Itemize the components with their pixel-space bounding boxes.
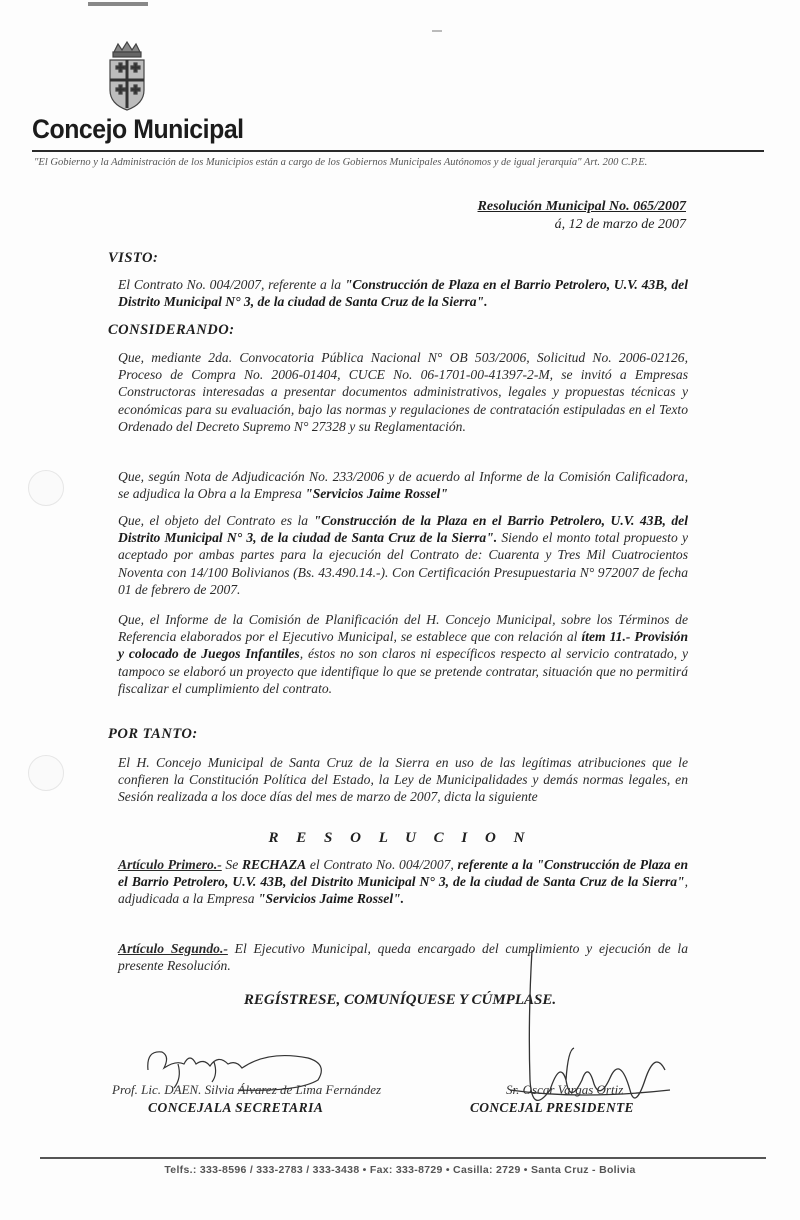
letterhead-motto: "El Gobierno y la Administración de los Municipios están a cargo de los Gobiernos Municipales Autónomos y de igual jerarquía" Art. 200 C.P.E.	[34, 157, 648, 168]
footer-divider	[40, 1157, 766, 1159]
resolucion-heading: R E S O L U C I O N	[268, 830, 532, 846]
article-second-text: El Ejecutivo Municipal, queda encargado del cumplimiento y ejecución de la presente Resolución.	[118, 941, 688, 974]
punch-hole	[28, 755, 64, 791]
resolution-header	[478, 198, 686, 234]
article-first-bold-1: RECHAZA	[241, 857, 307, 872]
por-tanto-heading: POR TANTO:	[108, 726, 198, 742]
article-first-label: Artículo Primero.-	[118, 857, 222, 872]
considerando-text-3b: Siendo el monto total propuesto y aceptado por ambas partes para la ejecución del Contrato de: Cuarenta y Tres Mil Cuatrocientos Noventa con 14/100 Bolivianos (Bs. 43.490.14.-). Con Certificación Presupuestaria N° 972007 de fecha 01 de febrero de 2007.	[118, 530, 688, 597]
signer-left-name: Prof. Lic. DAEN. Silvia Álvarez de Lima Fernández	[112, 1082, 382, 1097]
considerando-bold-4: ítem 11.- Provisión y colocado de Juegos Infantiles	[118, 629, 689, 662]
resolution-date: á, 12 de marzo de 2007	[554, 217, 686, 232]
considerando-text-4a: Que, el Informe de la Comisión de Planificación del H. Concejo Municipal, sobre los Términos de Referencia elaborados por el Ejecutivo Municipal, se establece que con relación al	[118, 612, 688, 645]
punch-hole	[28, 470, 64, 506]
header-divider	[32, 150, 764, 152]
visto-text: El Contrato No. 004/2007, referente a la	[118, 277, 345, 292]
article-first-bold-3: "Servicios Jaime Rossel".	[257, 891, 405, 907]
scan-artifact	[88, 2, 148, 6]
article-first-text-2: el Contrato No. 004/2007,	[306, 857, 458, 872]
considerando-paragraph-4	[118, 611, 688, 697]
por-tanto-paragraph	[118, 754, 688, 806]
visto-bold: "Construcción de Plaza en el Barrio Petrolero, U.V. 43B, del Distrito Municipal N° 3, de la ciudad de Santa Cruz de la Sierra".	[118, 277, 688, 310]
article-first-text-1: Se	[221, 857, 242, 872]
considerando-text-3a: Que, el objeto del Contrato es la	[118, 513, 314, 528]
considerando-text-4b: , éstos no son claros ni específicos respecto al servicio contratado, y tampoco se elaboró un proyecto que identifique lo que se pretende contratar, situación que no permitirá fiscalizar el cumplimiento del contrato.	[118, 646, 688, 696]
visto-heading: VISTO:	[108, 250, 159, 266]
signer-left-title: CONCEJALA SECRETARIA	[148, 1100, 324, 1115]
considerando-bold-3: "Construcción de la Plaza en el Barrio Petrolero, U.V. 43B, del Distrito Municipal N° 3, de la ciudad de Santa Cruz de la Sierra".	[118, 513, 688, 546]
considerando-paragraph-3	[118, 512, 688, 598]
signer-right-name: Sr. Oscar Vargas Ortiz	[506, 1082, 624, 1097]
considerando-heading: CONSIDERANDO:	[108, 322, 235, 338]
contact-footer: Telfs.: 333-8596 / 333-2783 / 333-3438 • Fax: 333-8729 • Casilla: 2729 • Santa Cruz - Bolivia	[164, 1164, 636, 1176]
por-tanto-text: El H. Concejo Municipal de Santa Cruz de la Sierra en uso de las legítimas atribuciones que le confieren la Constitución Política del Estado, la Ley de Municipalidades y demás normas legales, en Sesión realizada a los doce días del mes de marzo de 2007, dicta la siguiente	[118, 755, 688, 805]
article-first-text-3: , adjudicada a la Empresa	[118, 874, 688, 907]
scan-artifact	[432, 30, 442, 32]
signer-right-title: CONCEJAL PRESIDENTE	[470, 1100, 634, 1115]
considerando-text-2: Que, según Nota de Adjudicación No. 233/2006 y de acuerdo al Informe de la Comisión Calificadora, se adjudica la Obra a la Empresa	[118, 469, 688, 502]
article-first	[118, 856, 688, 908]
article-first-bold-2: referente a la "Construcción de Plaza en el Barrio Petrolero, U.V. 43B, del Distrito Municipal N° 3, de la ciudad de Santa Cruz de la Sierra"	[118, 857, 688, 890]
visto-paragraph	[118, 276, 688, 310]
resolution-number: Resolución Municipal No. 065/2007	[477, 199, 686, 214]
closing-formula: REGÍSTRESE, COMUNÍQUESE Y CÚMPLASE.	[243, 992, 557, 1008]
coat-of-arms-icon	[104, 38, 150, 114]
considerando-bold-2: "Servicios Jaime Rossel"	[305, 486, 448, 502]
considerando-text-1: Que, mediante 2da. Convocatoria Pública Nacional N° OB 503/2006, Solicitud No. 2006-02126, Proceso de Compra No. 2006-01404, CUCE No. 06-1701-00-41397-2-M, se invitó a Empresas Constructoras interesadas a presentar documentos administrativos, legales y propuestas técnicas y económicas para su evaluación, bajo las normas y regulaciones de contratación estipuladas en el Texto Ordenado del Decreto Supremo N° 27328 y su Reglamentación.	[118, 350, 688, 434]
considerando-paragraph-2	[118, 468, 688, 502]
article-second-label: Artículo Segundo.-	[118, 941, 228, 956]
considerando-paragraph-1	[118, 349, 688, 435]
organization-name: Concejo Municipal	[32, 114, 244, 144]
